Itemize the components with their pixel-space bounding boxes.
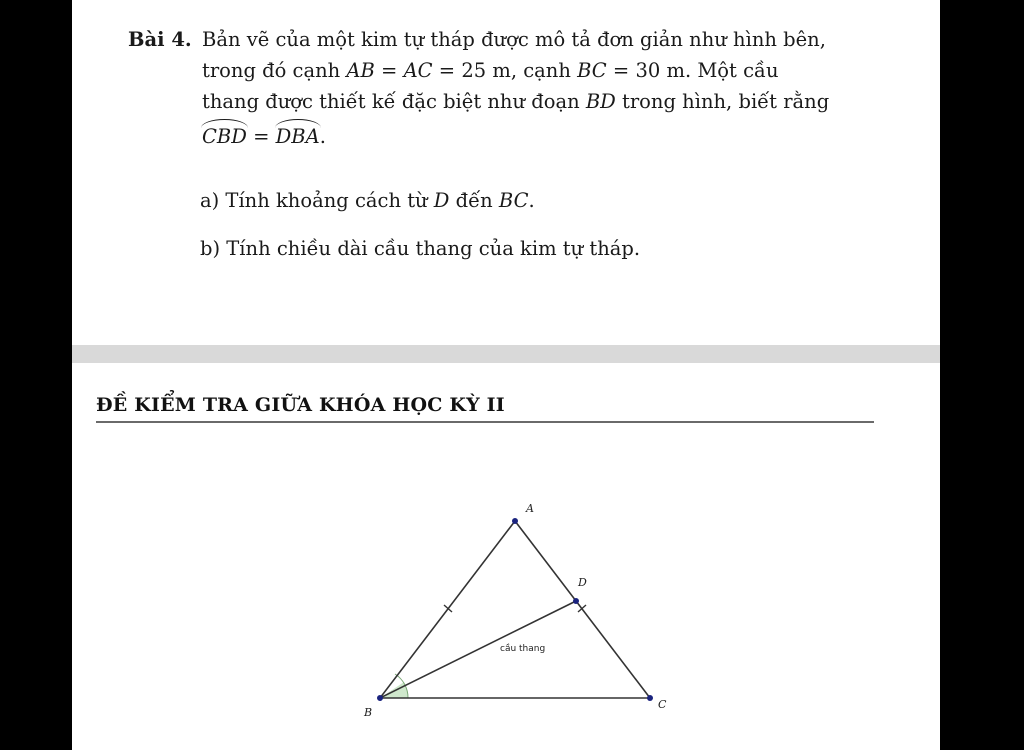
line2-text-b: = 25 m, cạnh <box>432 59 578 82</box>
line2-math-ab-ac: AB = AC <box>346 59 433 82</box>
line3-text-a: thang được thiết kế đặc biệt như đoạn <box>202 90 586 113</box>
point-d <box>573 598 579 604</box>
part-a-math-bc: BC <box>498 189 529 212</box>
part-a-end: . <box>528 189 535 212</box>
label-d: D <box>578 576 587 589</box>
segment-bd <box>380 601 576 698</box>
line3-math-bd: BD <box>585 90 616 113</box>
stair-label: cầu thang <box>500 644 546 654</box>
point-a <box>512 518 518 524</box>
angle-dba: DBA <box>276 121 320 152</box>
section-title: ĐỀ KIỂM TRA GIỮA KHÓA HỌC KỲ II <box>96 394 874 423</box>
problem-label: Bài 4. <box>128 28 192 51</box>
label-a: A <box>526 502 534 515</box>
part-a-prefix: a) Tính khoảng cách từ <box>200 189 434 212</box>
part-a-math-d: D <box>433 189 450 212</box>
line2-text-a: trong đó cạnh <box>202 59 347 82</box>
line2-math-bc: BC <box>577 59 607 82</box>
problem-line-1: Bản vẽ của một kim tự tháp được mô tả đơn giản như hình bên, <box>202 28 826 51</box>
point-c <box>647 695 653 701</box>
line3-text-b: trong hình, biết rằng <box>615 90 830 113</box>
label-c: C <box>658 698 667 711</box>
angle-cbd: CBD <box>202 121 247 152</box>
side-ab <box>380 521 515 698</box>
label-b: B <box>364 706 373 719</box>
document-page <box>72 0 940 750</box>
part-b: b) Tính chiều dài cầu thang của kim tự tháp. <box>200 237 641 260</box>
point-b <box>377 695 383 701</box>
part-a-mid: đến <box>449 189 499 212</box>
angle-period: . <box>319 125 326 148</box>
angle-equals: = <box>246 125 276 148</box>
pyramid-figure <box>72 0 940 750</box>
side-ac <box>515 521 650 698</box>
line2-text-c: = 30 m. Một cầu <box>606 59 779 82</box>
